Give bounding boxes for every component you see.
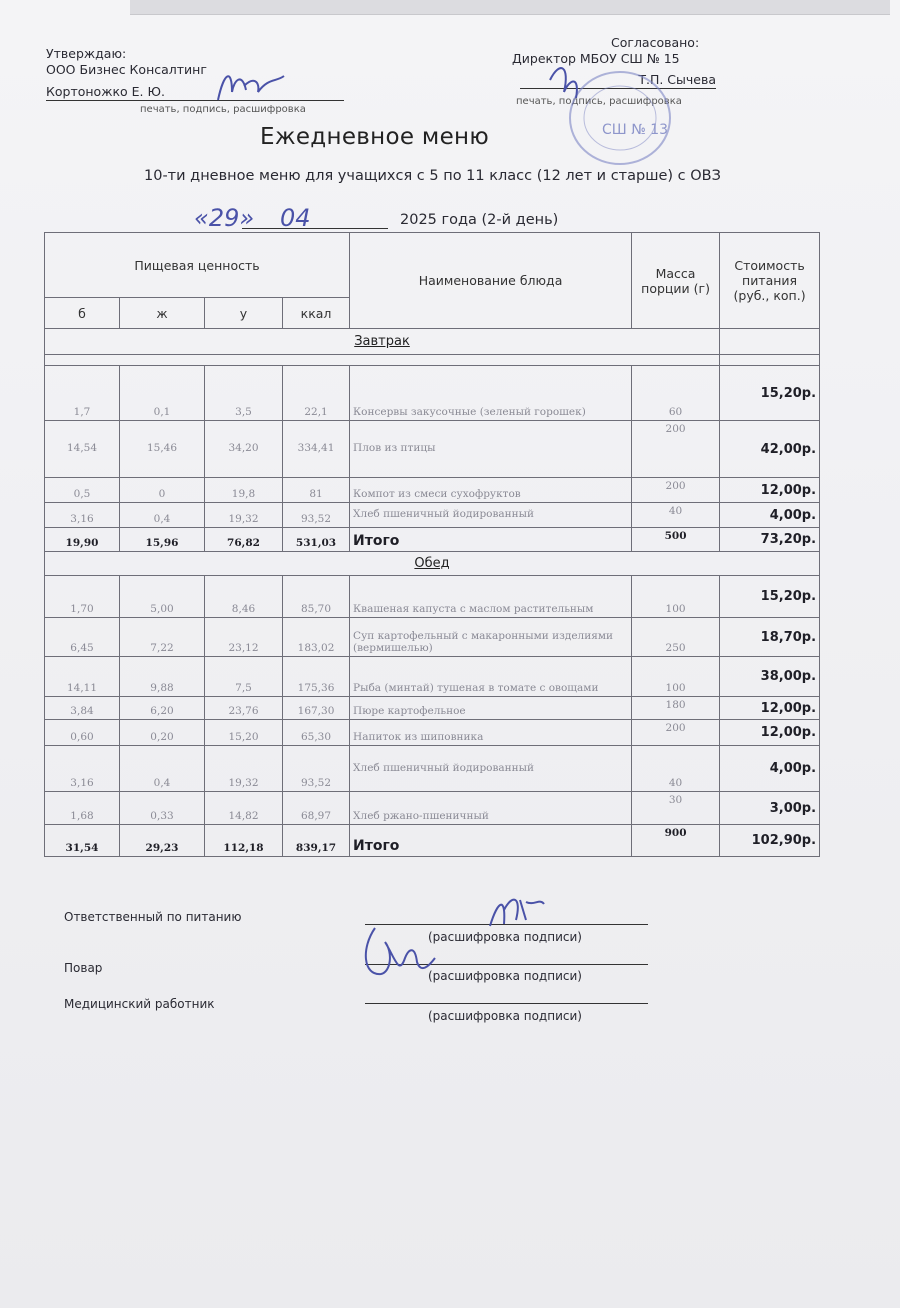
cell-b: 14,54 [45,421,120,478]
cell-dish: Компот из смеси сухофруктов [350,478,632,503]
date-month-underline [242,228,388,229]
total-label: Итого [350,825,632,857]
total-kcal: 531,03 [283,528,350,552]
total-u: 112,18 [205,825,283,857]
page-subtitle: 10-ти дневное меню для учащихся с 5 по 11 класс (12 лет и старше) с ОВЗ [144,168,721,184]
cell-b: 6,45 [45,618,120,657]
cell-mass: 180 [632,697,720,720]
cell-mass: 60 [632,366,720,421]
cell-mass: 100 [632,657,720,697]
cell-cost: 15,20р. [720,366,820,421]
cell-kcal: 68,97 [283,792,350,825]
table-row [45,697,820,720]
cell-u: 14,82 [205,792,283,825]
approve-person: Кортоножко Е. Ю. [46,84,165,99]
cell-dish: Хлеб пшеничный йодированный [350,503,632,528]
cell-kcal: 183,02 [283,618,350,657]
responsible-label: Ответственный по питанию [64,910,242,924]
cell-mass: 200 [632,478,720,503]
cell-cost: 12,00р. [720,478,820,503]
cell-dish: Напиток из шиповника [350,720,632,746]
table-row [45,576,820,618]
cell-dish: Хлеб ржано-пшеничный [350,792,632,825]
total-cost: 73,20р. [720,528,820,552]
cell-mass: 250 [632,618,720,657]
cell-u: 34,20 [205,421,283,478]
cell-kcal: 167,30 [283,697,350,720]
cell-cost: 15,20р. [720,576,820,618]
cook-signature [355,918,445,990]
date-day: «29» [194,204,255,232]
cell-zh: 0,4 [120,746,205,792]
cell-mass: 40 [632,503,720,528]
cell-b: 3,16 [45,503,120,528]
responsible-caption: (расшифровка подписи) [428,930,582,944]
kcal-header: ккал [283,298,350,329]
dish-header: Наименование блюда [350,233,632,329]
total-b: 31,54 [45,825,120,857]
b-header: б [45,298,120,329]
total-b: 19,90 [45,528,120,552]
cell-cost: 12,00р. [720,720,820,746]
table-row [45,657,820,697]
nutrition-header: Пищевая ценность [45,233,350,298]
cell-b: 1,7 [45,366,120,421]
cell-dish: Хлеб пшеничный йодированный [350,746,632,792]
total-zh: 29,23 [120,825,205,857]
empty-cell [45,355,720,366]
cell-zh: 0,1 [120,366,205,421]
total-label: Итого [350,528,632,552]
cell-kcal: 81 [283,478,350,503]
header-row-1 [45,233,820,298]
cell-dish: Квашеная капуста с маслом растительным [350,576,632,618]
cell-cost: 38,00р. [720,657,820,697]
table-row [45,503,820,528]
cell-zh: 5,00 [120,576,205,618]
cell-zh: 0,20 [120,720,205,746]
underlying-page-strip [130,0,890,15]
cell-u: 15,20 [205,720,283,746]
breakfast-label: Завтрак [45,329,720,355]
cell-cost: 42,00р. [720,421,820,478]
cell-zh: 0 [120,478,205,503]
approve-person-line [46,84,344,101]
cook-label: Повар [64,961,103,975]
zh-header: ж [120,298,205,329]
page-title: Ежедневное меню [260,124,490,150]
cell-zh: 0,33 [120,792,205,825]
table-row [45,478,820,503]
cell-kcal: 22,1 [283,366,350,421]
agree-person: Т.П. Сычева [638,72,716,87]
cell-kcal: 93,52 [283,746,350,792]
responsible-signature [480,890,550,938]
approve-org: ООО Бизнес Консалтинг [46,62,207,77]
cell-dish: Плов из птицы [350,421,632,478]
cell-u: 3,5 [205,366,283,421]
total-zh: 15,96 [120,528,205,552]
agree-position: Директор МБОУ СШ № 15 [512,51,680,66]
breakfast-section-row [45,329,820,355]
lunch-total-row [45,825,820,857]
cell-u: 8,46 [205,576,283,618]
cell-u: 19,32 [205,503,283,528]
agree-caption: печать, подпись, расшифровка [516,96,682,107]
date-rest: 2025 года (2-й день) [400,212,559,228]
cell-mass: 100 [632,576,720,618]
cell-u: 19,32 [205,746,283,792]
cell-b: 0,60 [45,720,120,746]
stamp-text: СШ № 13 [602,122,669,138]
approve-label: Утверждаю: [46,46,127,61]
cell-u: 19,8 [205,478,283,503]
cell-mass: 40 [632,746,720,792]
empty-cell [720,329,820,355]
cost-header: Стоимость питания (руб., коп.) [720,233,820,329]
cell-cost: 4,00р. [720,503,820,528]
cell-zh: 6,20 [120,697,205,720]
approve-caption: печать, подпись, расшифровка [140,104,306,115]
cell-u: 23,76 [205,697,283,720]
cell-zh: 7,22 [120,618,205,657]
medic-line [365,1003,648,1004]
cell-u: 23,12 [205,618,283,657]
cell-zh: 9,88 [120,657,205,697]
cell-dish: Пюре картофельное [350,697,632,720]
cell-zh: 0,4 [120,503,205,528]
medic-label: Медицинский работник [64,997,215,1011]
mass-header: Масса порции (г) [632,233,720,329]
total-mass: 500 [632,528,720,552]
cell-b: 1,68 [45,792,120,825]
total-cost: 102,90р. [720,825,820,857]
cell-kcal: 65,30 [283,720,350,746]
total-u: 76,82 [205,528,283,552]
school-stamp [540,58,669,154]
table-row [45,618,820,657]
cell-cost: 18,70р. [720,618,820,657]
cell-cost: 4,00р. [720,746,820,792]
cell-zh: 15,46 [120,421,205,478]
table-row [45,421,820,478]
cell-b: 14,11 [45,657,120,697]
breakfast-total-row [45,528,820,552]
cell-b: 3,84 [45,697,120,720]
cell-mass: 200 [632,421,720,478]
menu-table [44,232,820,857]
table-row [45,366,820,421]
cell-b: 3,16 [45,746,120,792]
empty-cell [720,355,820,366]
cell-cost: 12,00р. [720,697,820,720]
cell-dish: Суп картофельный с макаронными изделиями (вермишелью) [350,618,632,657]
cell-kcal: 85,70 [283,576,350,618]
approve-signature [210,62,290,108]
cell-kcal: 175,36 [283,657,350,697]
table-row [45,746,820,792]
medic-caption: (расшифровка подписи) [428,1009,582,1023]
spacer-row [45,355,820,366]
date-month: 04 [280,204,311,232]
cell-kcal: 93,52 [283,503,350,528]
cell-mass: 200 [632,720,720,746]
cell-mass: 30 [632,792,720,825]
agree-label: Согласовано: [611,35,700,50]
cell-dish: Рыба (минтай) тушеная в томате с овощами [350,657,632,697]
date-line [190,206,610,232]
table-row [45,792,820,825]
cell-dish: Консервы закусочные (зеленый горошек) [350,366,632,421]
cell-b: 0,5 [45,478,120,503]
cell-b: 1,70 [45,576,120,618]
total-mass: 900 [632,825,720,857]
table-row [45,720,820,746]
cook-caption: (расшифровка подписи) [428,969,582,983]
cell-kcal: 334,41 [283,421,350,478]
lunch-section-row [45,552,820,576]
lunch-label: Обед [45,552,820,576]
u-header: у [205,298,283,329]
cell-u: 7,5 [205,657,283,697]
total-kcal: 839,17 [283,825,350,857]
cell-cost: 3,00р. [720,792,820,825]
